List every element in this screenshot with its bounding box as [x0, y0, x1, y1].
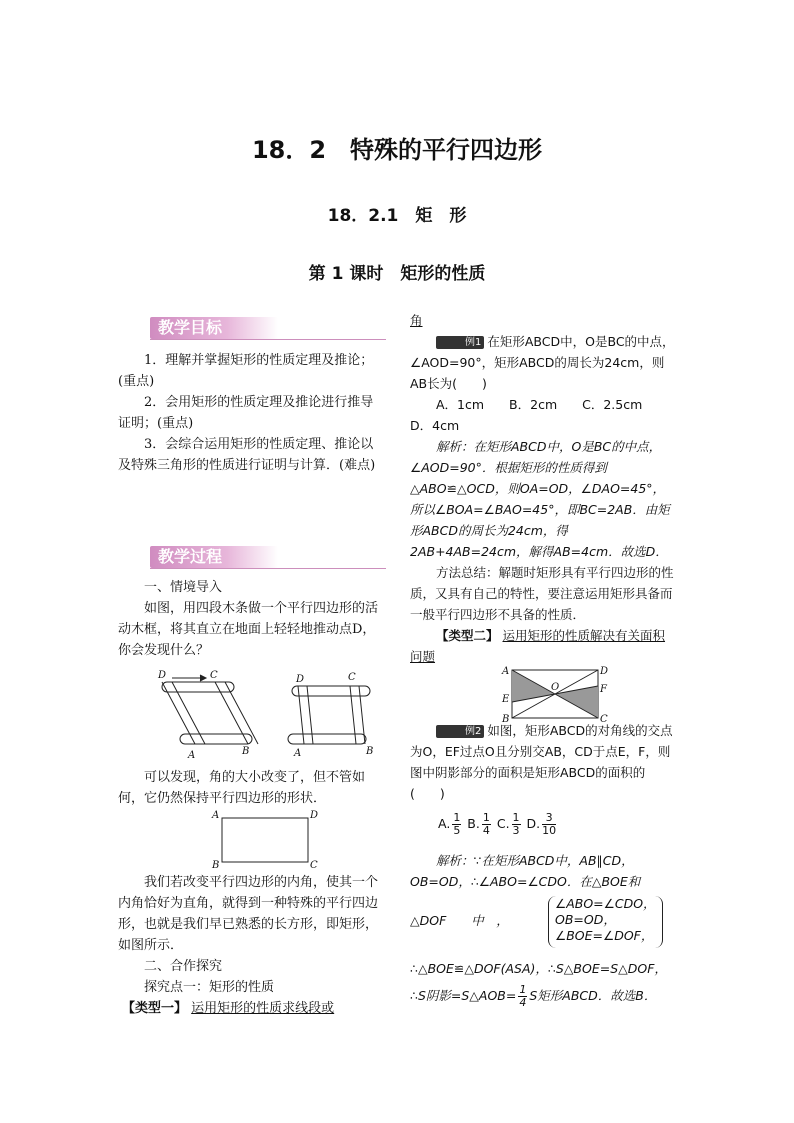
label-e: E — [502, 694, 510, 705]
example2-options — [438, 812, 558, 837]
goals-list — [118, 350, 384, 476]
example1-block — [410, 310, 676, 667]
conclusion-text: ∴S阴影=S△AOB= — [410, 988, 517, 1003]
example-option-d: D．4cm — [410, 418, 460, 433]
option: C. $\frac{1}{3}$ — [496, 811, 520, 837]
type-text-cont: 角 — [410, 313, 423, 328]
label-b: B — [502, 714, 510, 725]
example2-solution-part: △DOF 中 ， — [410, 913, 509, 928]
rectangle-shaded-figure — [500, 662, 612, 726]
goals-banner: 教学目标 — [150, 317, 278, 339]
goal-item: 2．会用矩形的性质定理及推论进行推导证明；(重点) — [118, 395, 374, 431]
example-question — [410, 331, 676, 394]
type-text: 运用矩形的性质求线段或 — [191, 1001, 335, 1016]
label-d: D — [600, 666, 609, 677]
method-summary: 方法总结：解题时矩形具有平行四边形的性质，又具有自己的特性，要注意运用矩形具备而一般平行四边形不具备的性质． — [410, 565, 674, 622]
equation-line: ∠BOE=∠DOF， — [555, 928, 654, 943]
option: A. $\frac{1}{5}$ — [438, 811, 461, 837]
example-badge: 例2 — [436, 725, 484, 738]
goal-item: 3．会综合运用矩形的性质定理、推论以及特殊三角形的性质进行证明与计算．(难点) — [118, 437, 376, 473]
label-c: C — [210, 670, 218, 681]
example-options: A．1cm B．2cm C．2.5cm — [436, 397, 643, 412]
section-subtitle: 18．2.1 矩 形 — [327, 206, 467, 226]
example-text: 如图，矩形ABCD的对角线的交点为O，EF过点O且分别交AB，CD于点E，F，则图中阴影部分的面积是矩形ABCD的面积的( ) — [410, 723, 673, 801]
parallelogram-frame-figure — [150, 664, 390, 764]
label-a: A — [212, 810, 220, 821]
option: D. $\frac{3}{10}$ — [526, 811, 557, 837]
equation-line: ∠ABO=∠CDO， — [555, 896, 656, 911]
label-c: C — [348, 672, 356, 683]
rectangle-figure — [210, 808, 322, 870]
type-tag: 【类型二】 — [436, 628, 499, 643]
type-heading — [118, 998, 384, 1019]
goal-item: 1．理解并掌握矩形的性质定理及推论；(重点) — [118, 353, 374, 389]
option: B. $\frac{1}{4}$ — [467, 811, 490, 837]
observation-text: 可以发现，角的大小改变了，但不管如何，它仍然保持平行四边形的形状． — [118, 770, 366, 806]
example2-conclusion: ∴S阴影=S△AOB= $\frac{1}{4}$ S矩形ABCD．故选B． — [410, 983, 657, 1009]
definition-text: 我们若改变平行四边形的内角，使其一个内角恰好为直角，就得到一种特殊的平行四边形，也就是我们早已熟悉的长方形，即矩形，如图所示． — [118, 875, 379, 953]
divider — [150, 568, 386, 569]
explore-block — [118, 872, 384, 1019]
label-c: C — [310, 860, 318, 870]
intro-text: 如图，用四段木条做一个平行四边形的活动木框，将其直立在地面上轻轻地推动点D，你会发现什么？ — [118, 601, 379, 658]
type-text: 运用矩形的性质解决有关面积问题 — [410, 628, 666, 664]
label-f: F — [600, 684, 607, 695]
example2-solution: 解析：∵在矩形ABCD中，AB∥CD，OB=OD，∴∠ABO=∠CDO．在△BOE和 — [410, 853, 641, 889]
intro-block — [118, 577, 384, 661]
label-b: B — [212, 860, 220, 870]
section-heading: 一、情境导入 — [144, 580, 223, 595]
process-banner: 教学过程 — [150, 546, 278, 568]
label-d: D — [158, 670, 167, 681]
example2-block — [410, 720, 676, 804]
label-b: B — [242, 746, 250, 757]
section-heading: 二、合作探究 — [144, 959, 223, 974]
label-o: O — [551, 682, 560, 693]
label-d: D — [310, 810, 319, 821]
example-text: 在矩形ABCD中，O是BC的中点，∠AOD=90°，矩形ABCD的周长为24cm，则AB长为( ) — [410, 334, 675, 391]
label-c: C — [600, 714, 608, 725]
label-d: D — [296, 674, 305, 685]
label-a: A — [502, 666, 510, 677]
explore-point: 探究点一：矩形的性质 — [144, 980, 275, 995]
conclusion-text: S矩形ABCD．故选B． — [529, 988, 657, 1003]
label-b: B — [366, 746, 374, 757]
type-heading — [410, 625, 676, 667]
label-a: A — [294, 748, 302, 759]
example2-solution-part: ∴△BOE≌△DOF(ASA)，∴S△BOE=S△DOF， — [410, 961, 667, 976]
label-a: A — [188, 750, 196, 761]
equation-system — [548, 896, 663, 948]
example-badge: 例1 — [436, 336, 484, 349]
lesson-title: 第 1 课时 矩形的性质 — [308, 264, 486, 284]
example-question — [410, 720, 676, 804]
example-solution: 解析：在矩形ABCD中，O是BC的中点，∠AOD=90°．根据矩形的性质得到△ABO≌△OCD，则OA=OD，∠DAO=45°，所以∠BOA=∠BAO=45°，即BC=2AB．由矩形ABCD的周长为24cm，得2AB+4AB=24cm，解得AB=4cm．故选D． — [410, 439, 670, 559]
equation-line: OB=OD， — [555, 912, 616, 927]
divider — [150, 339, 386, 340]
page-title: 18．2 特殊的平行四边形 — [251, 136, 543, 164]
type-tag: 【类型一】 — [122, 1001, 188, 1016]
